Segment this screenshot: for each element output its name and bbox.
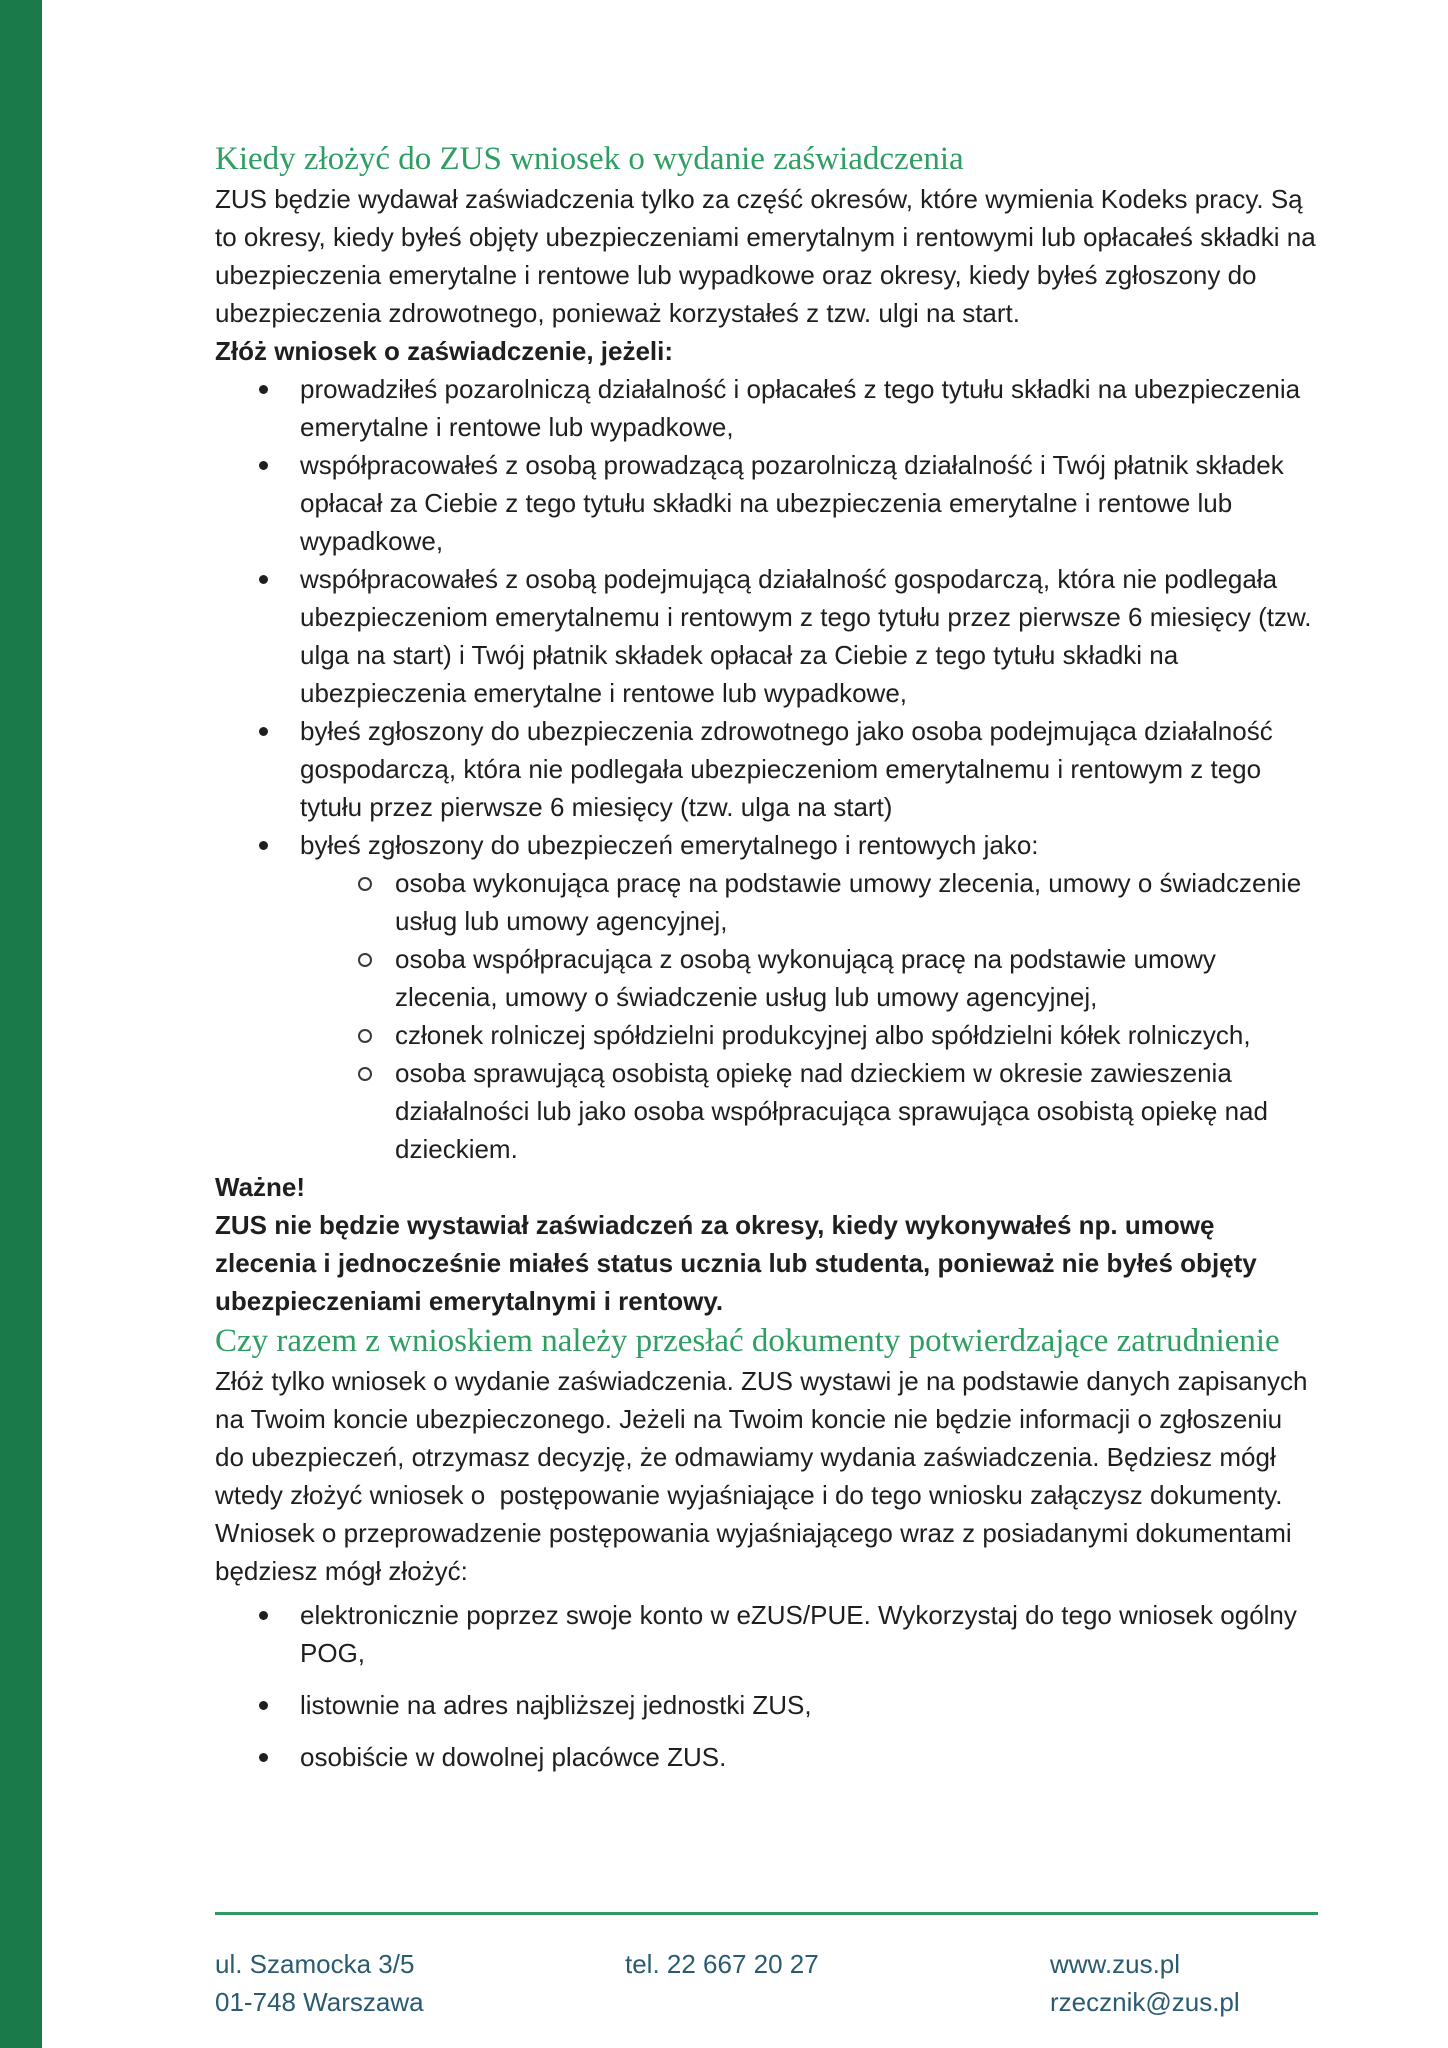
section1-bullet-list: [215, 370, 1318, 1168]
section1-heading: Kiedy złożyć do ZUS wniosek o wydanie zaświadczenia: [215, 141, 964, 177]
sub-list-item: osoba wykonująca pracę na podstawie umowy zlecenia, umowy o świadczenie usług lub umowy agencyjnej,: [300, 864, 1318, 940]
footer-address-line1: ul. Szamocka 3/5: [215, 1949, 415, 1979]
footer-address: [215, 1945, 625, 2021]
list-item: osobiście w dowolnej placówce ZUS.: [215, 1738, 1318, 1776]
important-paragraph: ZUS nie będzie wystawiał zaświadczeń za okresy, kiedy wykonywałeś np. umowę zlecenia i jednocześnie miałeś status ucznia lub studenta, ponieważ nie byłeś objęty ubezpieczeniami emerytalnymi i rentowy.: [215, 1210, 1264, 1316]
footer-phone-number: tel. 22 667 20 27: [625, 1949, 819, 1979]
footer-phone: [625, 1945, 1050, 2021]
section2-paragraph-1: Złóż tylko wniosek o wydanie zaświadczenia. ZUS wystawi je na podstawie danych zapisanych na Twoim koncie ubezpieczonego. Jeżeli na Twoim koncie nie będzie informacji o zgłoszeniu do ubezpieczeń, otrzymasz decyzję, że odmawiamy wydania zaświadczenia. Będziesz mógł wtedy złożyć wniosek o postępowanie wyjaśniające i do tego wniosku załączysz dokumenty.: [215, 1366, 1315, 1510]
list-item: prowadziłeś pozarolniczą działalność i opłacałeś z tego tytułu składki na ubezpieczenia emerytalne i rentowe lub wypadkowe,: [215, 370, 1318, 446]
section2-bullet-list: [215, 1596, 1318, 1776]
document-page: [215, 0, 1323, 1790]
footer-address-line2: 01-748 Warszawa: [215, 1987, 424, 2017]
list-item: byłeś zgłoszony do ubezpieczenia zdrowotnego jako osoba podejmująca działalność gospodarczą, która nie podlegała ubezpieczeniom emerytalnemu i rentowym z tego tytułu przez pierwsze 6 miesięcy (tzw. ulga na start): [215, 712, 1318, 826]
list-item: współpracowałeś z osobą prowadzącą pozarolniczą działalność i Twój płatnik składek opłacał za Ciebie z tego tytułu składki na ubezpieczenia emerytalne i rentowe lub wypadkowe,: [215, 446, 1318, 560]
list-item-label: byłeś zgłoszony do ubezpieczeń emerytalnego i rentowych jako:: [300, 830, 1039, 860]
section2-paragraph-2: Wniosek o przeprowadzenie postępowania wyjaśniającego wraz z posiadanymi dokumentami będziesz mógł złożyć:: [215, 1518, 1299, 1586]
list-item: listownie na adres najbliższej jednostki ZUS,: [215, 1686, 1318, 1724]
section1-list-lead: Złóż wniosek o zaświadczenie, jeżeli:: [215, 336, 674, 366]
sub-list-item: osoba sprawującą osobistą opiekę nad dzieckiem w okresie zawieszenia działalności lub jako osoba współpracująca sprawująca osobistą opiekę nad dzieckiem.: [300, 1054, 1318, 1168]
list-item: współpracowałeś z osobą podejmującą działalność gospodarczą, która nie podlegała ubezpieczeniom emerytalnemu i rentowym z tego tytułu przez pierwsze 6 miesięcy (tzw. ulga na start) i Twój płatnik składek opłacał za Ciebie z tego tytułu składki na ubezpieczenia emerytalne i rentowe lub wypadkowe,: [215, 560, 1318, 712]
list-item: [215, 826, 1318, 1168]
section2-heading: Czy razem z wnioskiem należy przesłać dokumenty potwierdzające zatrudnienie: [215, 1323, 1280, 1359]
footer-email: rzecznik@zus.pl: [1050, 1987, 1240, 2017]
sub-list-item: osoba współpracująca z osobą wykonującą pracę na podstawie umowy zlecenia, umowy o świadczenie usług lub umowy agencyjnej,: [300, 940, 1318, 1016]
list-item: elektronicznie poprzez swoje konto w eZUS/PUE. Wykorzystaj do tego wniosek ogólny POG,: [215, 1596, 1318, 1672]
sub-list-item: członek rolniczej spółdzielni produkcyjnej albo spółdzielni kółek rolniczych,: [300, 1016, 1318, 1054]
section1-sub-list: [300, 864, 1318, 1168]
footer-website: www.zus.pl: [1050, 1949, 1181, 1979]
section1-intro-paragraph: ZUS będzie wydawał zaświadczenia tylko za część okresów, które wymienia Kodeks pracy. Są to okresy, kiedy byłeś objęty ubezpieczeniami emerytalnym i rentowymi lub opłacałeś składki na ubezpieczenia emerytalne i rentowe lub wypadkowe oraz okresy, kiedy byłeś zgłoszony do ubezpieczenia zdrowotnego, ponieważ korzystałeś z tzw. ulgi na start.: [215, 184, 1323, 328]
important-label: Ważne!: [215, 1172, 306, 1202]
footer-web: [1050, 1945, 1318, 2021]
left-accent-bar: [0, 0, 42, 2048]
page-footer: [215, 1912, 1318, 2021]
